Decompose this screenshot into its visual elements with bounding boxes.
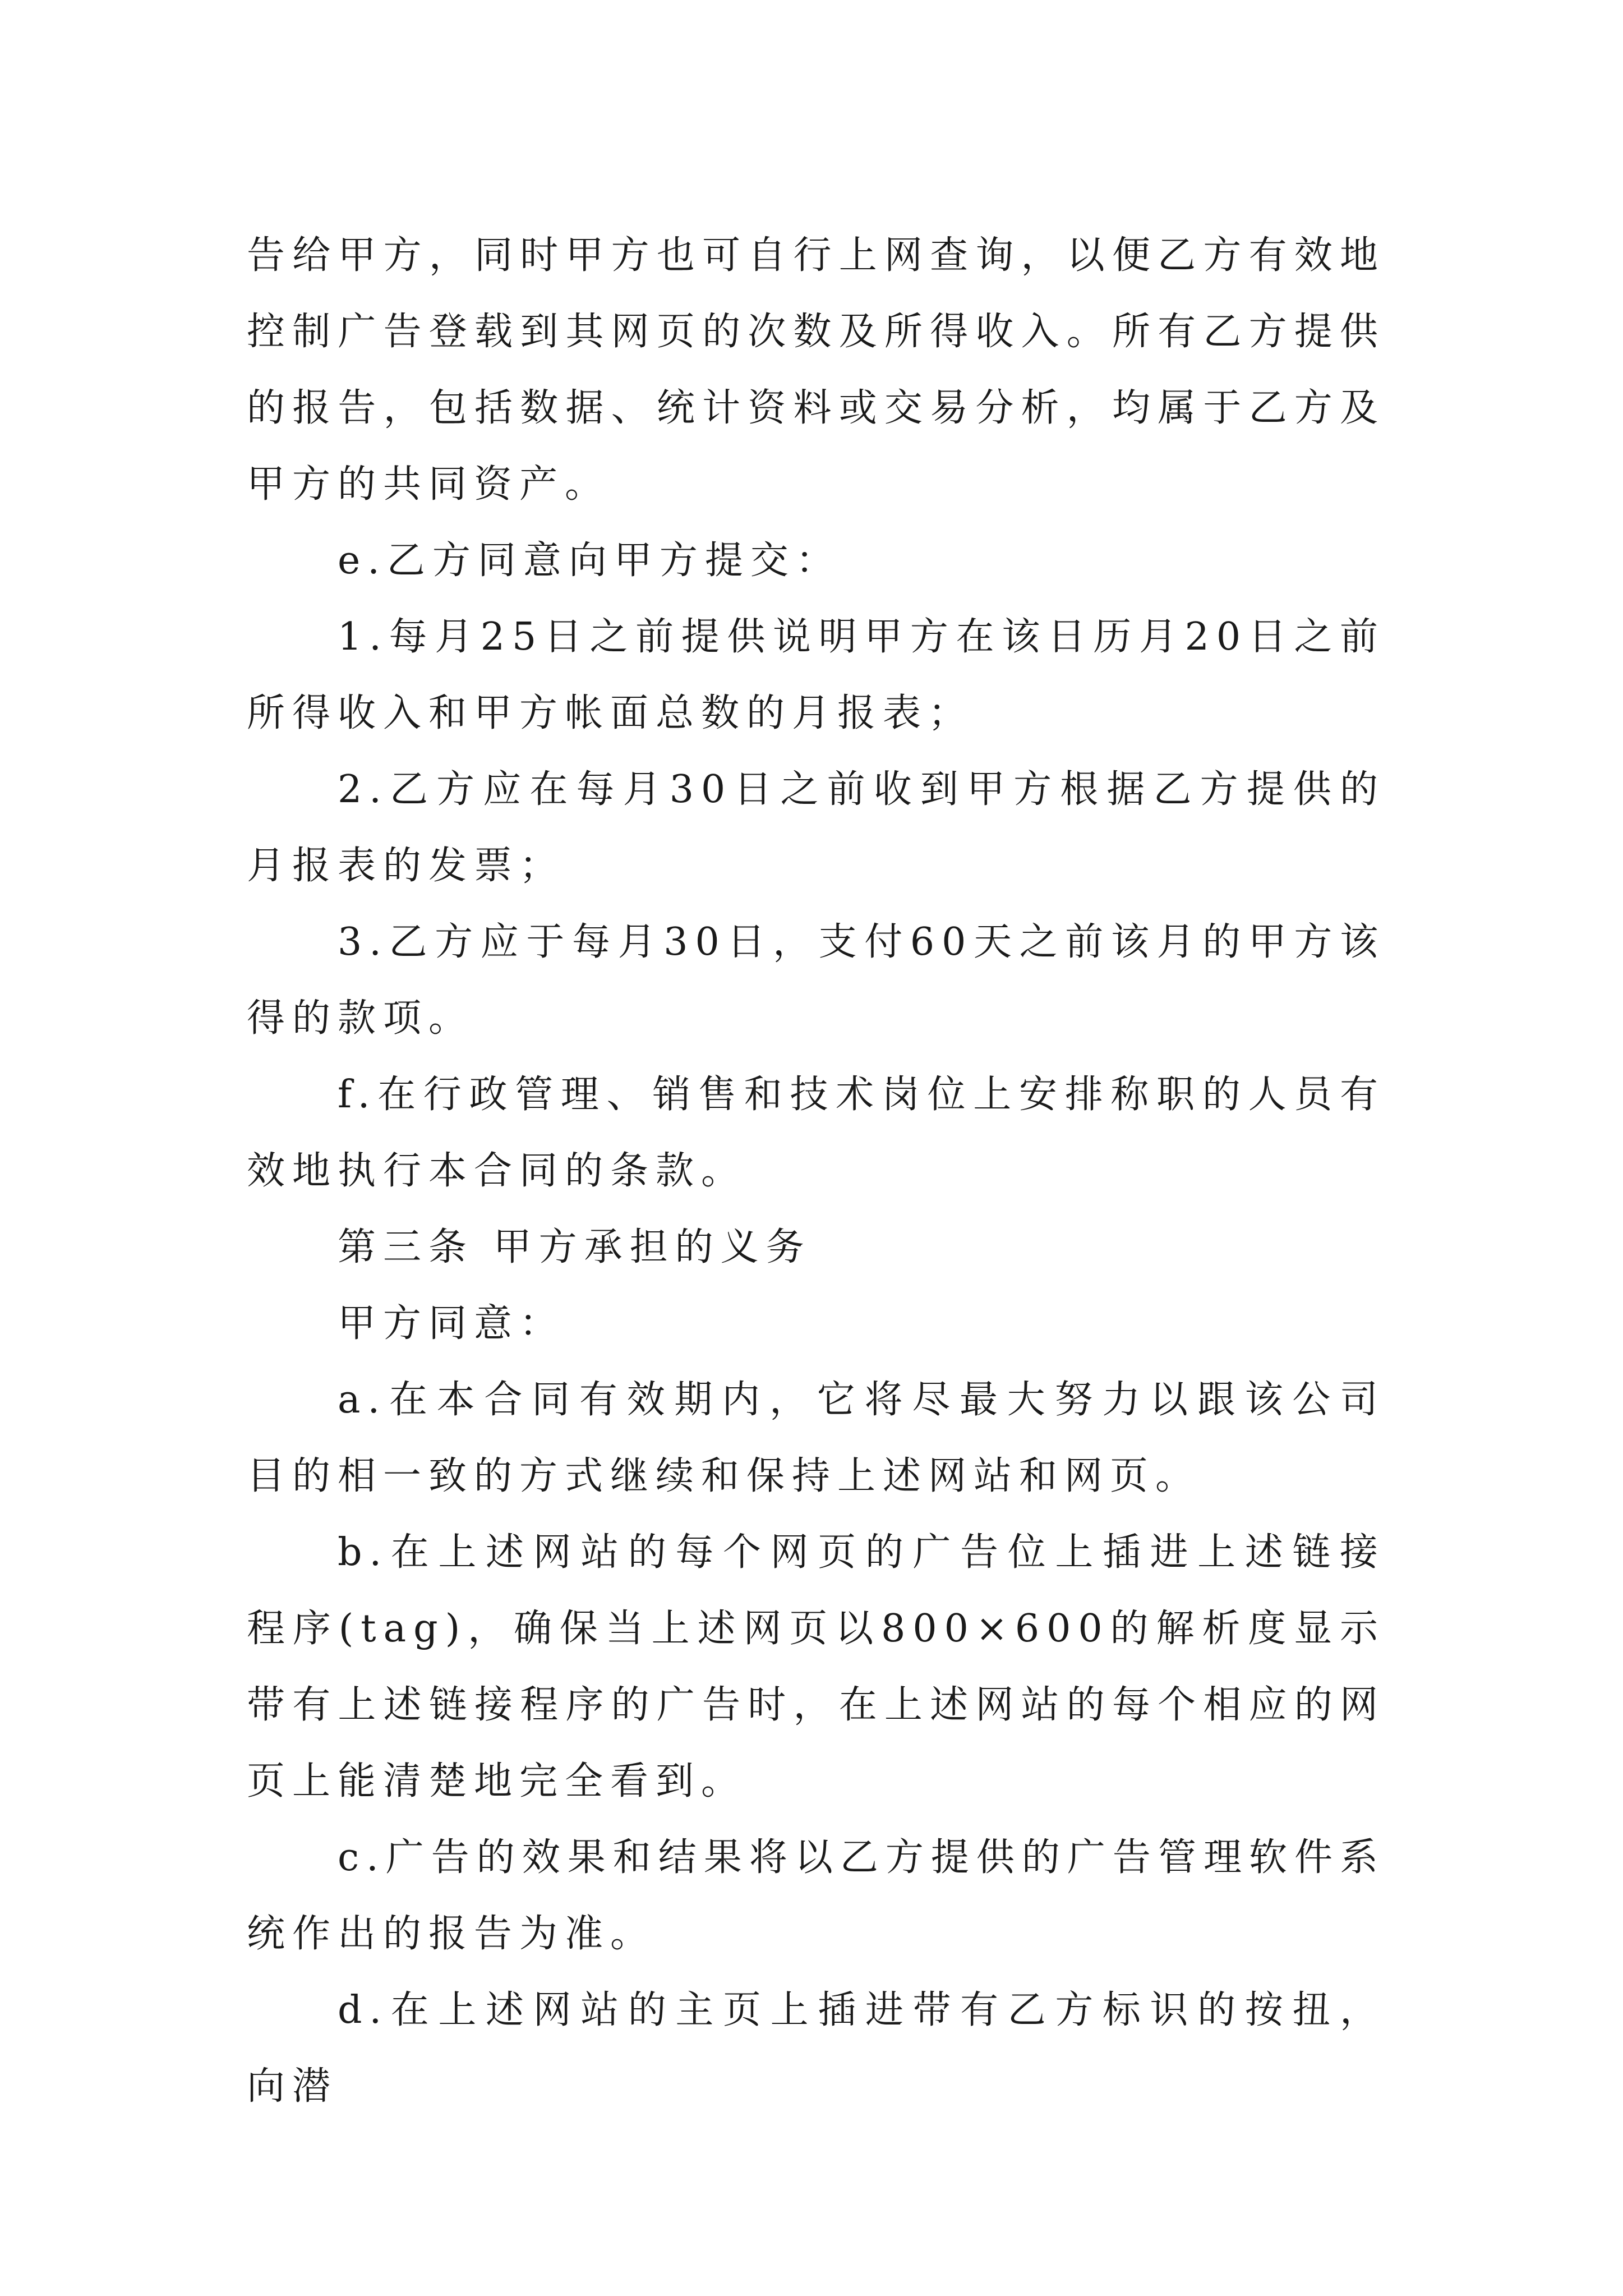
paragraph-party-a-agrees: 甲方同意： (338, 1301, 565, 1346)
paragraph-item-3: 3.乙方应于每月30日，支付60天之前该月的甲方该得的款项。 (247, 920, 1385, 1041)
paragraph-continuation: 告给甲方，同时甲方也可自行上网查询，以便乙方有效地控制广告登载到其网页的次数及所得收入。所有乙方提供的报告，包括数据、统计资料或交易分析，均属于乙方及甲方的共同资产。 (247, 233, 1385, 507)
section-heading-article-3: 第三条 甲方承担的义务 (338, 1225, 811, 1269)
paragraph-item-c: c.广告的效果和结果将以乙方提供的广告管理软件系统作出的报告为准。 (247, 1835, 1385, 1956)
paragraph-item-b: b.在上述网站的每个网页的广告位上插进上述链接程序(tag)，确保当上述网页以800×600的解析度显示带有上述链接程序的广告时，在上述网站的每个相应的网页上能清楚地完全看到。 (247, 1530, 1385, 1803)
paragraph-item-1: 1.每月25日之前提供说明甲方在该日历月20日之前所得收入和甲方帐面总数的月报表； (247, 615, 1385, 735)
paragraph-item-a: a.在本合同有效期内，它将尽最大努力以跟该公司目的相一致的方式继续和保持上述网站和网页。 (247, 1378, 1385, 1498)
paragraph-item-e: e.乙方同意向甲方提交： (338, 539, 841, 583)
document-body (247, 218, 1385, 2125)
paragraph-item-f: f.在行政管理、销售和技术岗位上安排称职的人员有效地执行本合同的条款。 (247, 1073, 1385, 1193)
paragraph-item-2: 2.乙方应在每月30日之前收到甲方根据乙方提供的月报表的发票； (247, 767, 1385, 888)
paragraph-item-d: d.在上述网站的主页上插进带有乙方标识的按扭，向潜 (247, 1988, 1385, 2109)
